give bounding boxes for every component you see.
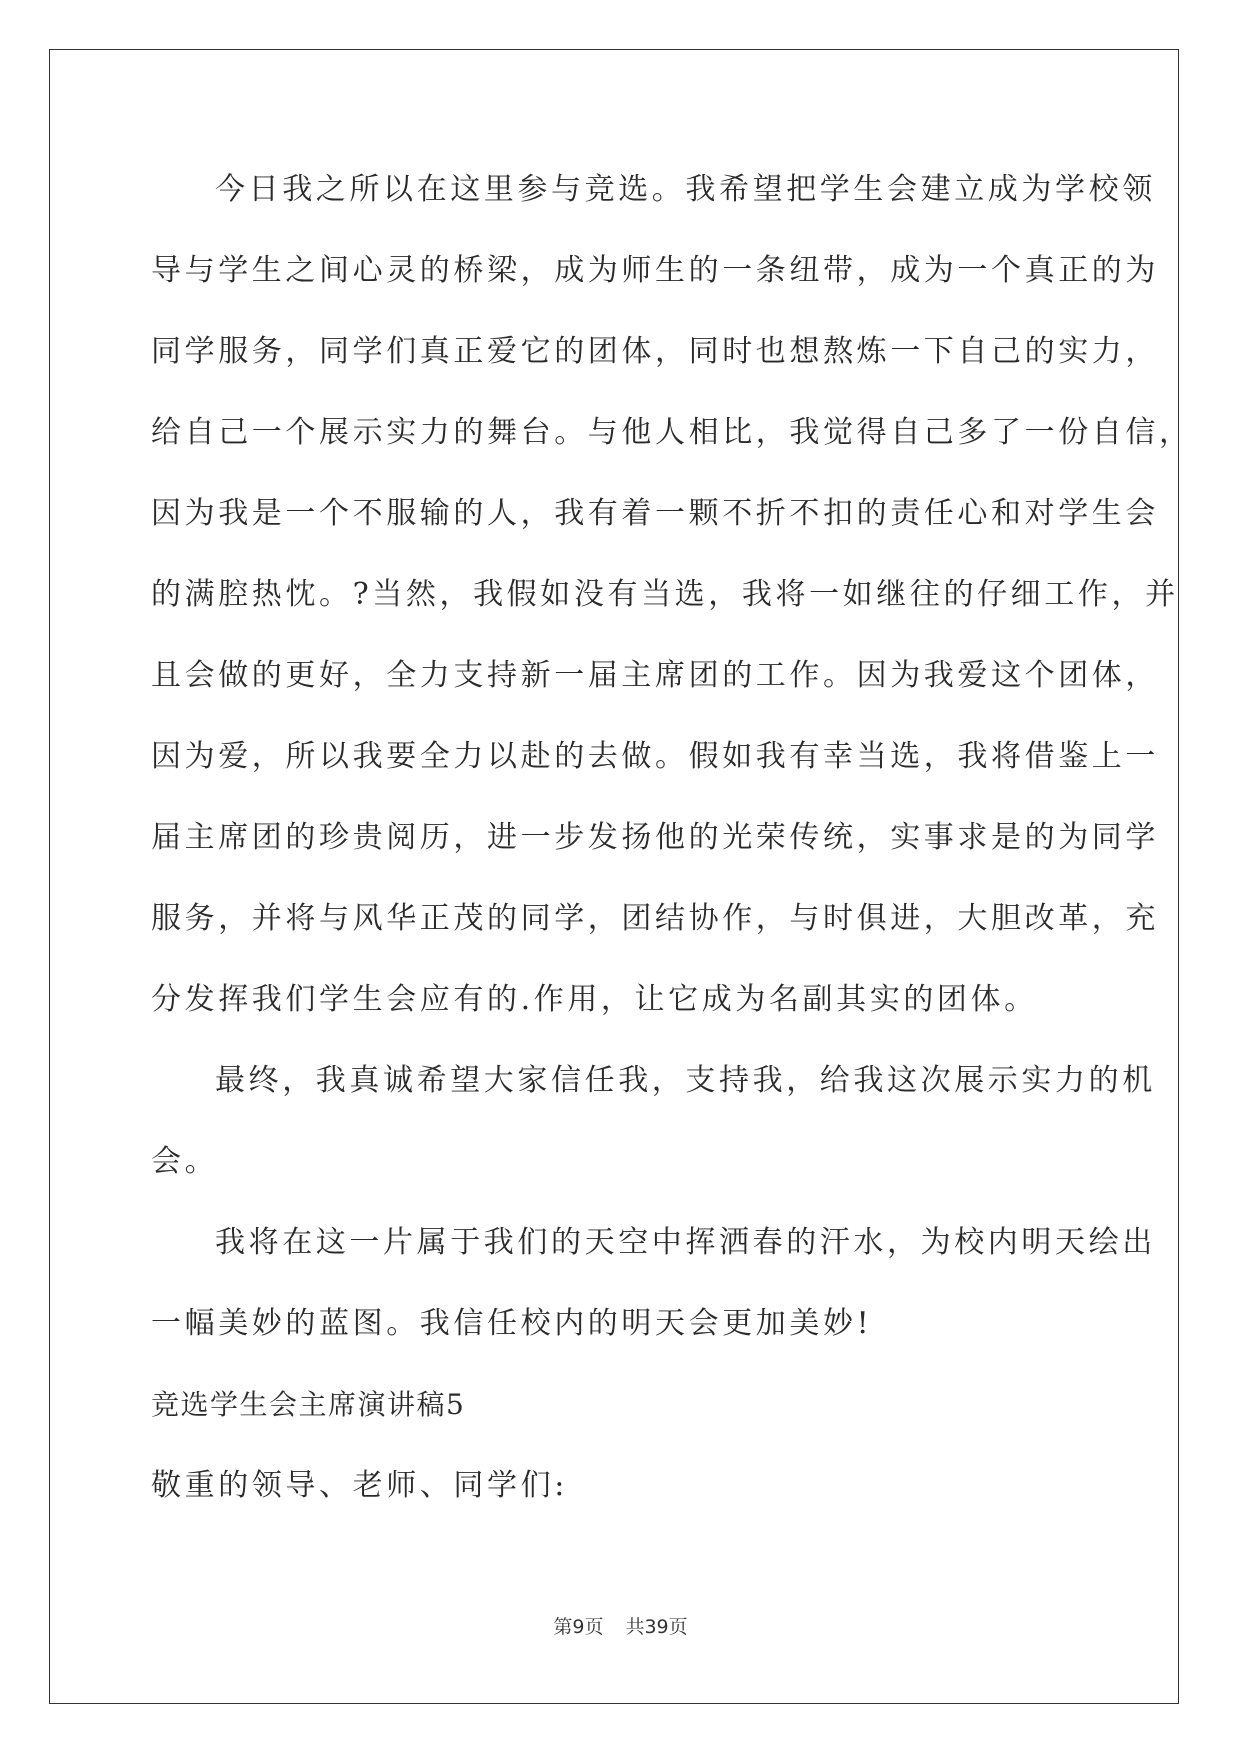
paragraph-line: 我将在这一片属于我们的天空中挥洒春的汗水，为校内明天绘出 (215, 1225, 1156, 1260)
greeting-line: 敬重的领导、老师、同学们: (151, 1468, 568, 1503)
total-suffix: 页 (668, 1616, 688, 1638)
paragraph-line: 因为爱，所以我要全力以赴的去做。假如我有幸当选，我将借鉴上一 (151, 739, 1159, 774)
page-footer (0, 1612, 1241, 1639)
page-number: 9 (572, 1616, 585, 1638)
section-title: 竞选学生会主席演讲稿5 (151, 1388, 466, 1421)
paragraph-line: 届主席团的珍贵阅历，进一步发扬他的光荣传统，实事求是的为同学 (151, 820, 1159, 855)
page-suffix: 页 (584, 1616, 604, 1638)
paragraph-line: 一幅美妙的蓝图。我信任校内的明天会更加美妙! (151, 1306, 873, 1341)
paragraph-line: 的满腔热忱。?当然，我假如没有当选，我将一如继往的仔细工作，并 (151, 577, 1179, 612)
paragraph-line: 给自己一个展示实力的舞台。与他人相比，我觉得自己多了一份自信， (151, 415, 1193, 450)
paragraph-line: 今日我之所以在这里参与竞选。我希望把学生会建立成为学校领 (215, 172, 1156, 207)
paragraph-line: 最终，我真诚希望大家信任我，支持我，给我这次展示实力的机 (215, 1063, 1156, 1098)
paragraph-line: 同学服务，同学们真正爱它的团体，同时也想熬炼一下自己的实力， (151, 334, 1159, 369)
paragraph-line: 服务，并将与风华正茂的同学，团结协作，与时俱进，大胆改革，充 (151, 901, 1159, 936)
page-prefix: 第 (553, 1616, 573, 1638)
paragraph-line: 会。 (151, 1144, 219, 1179)
paragraph-line: 分发挥我们学生会应有的.作用，让它成为名副其实的团体。 (151, 982, 1038, 1017)
paragraph-line: 且会做的更好，全力支持新一届主席团的工作。因为我爱这个团体， (151, 658, 1159, 693)
total-prefix: 共 (625, 1616, 645, 1638)
total-pages: 39 (644, 1616, 669, 1638)
document-body (151, 162, 1193, 1539)
paragraph-line: 导与学生之间心灵的桥梁，成为师生的一条纽带，成为一个真正的为 (151, 253, 1159, 288)
paragraph-line: 因为我是一个不服输的人，我有着一颗不折不扣的责任心和对学生会 (151, 496, 1159, 531)
